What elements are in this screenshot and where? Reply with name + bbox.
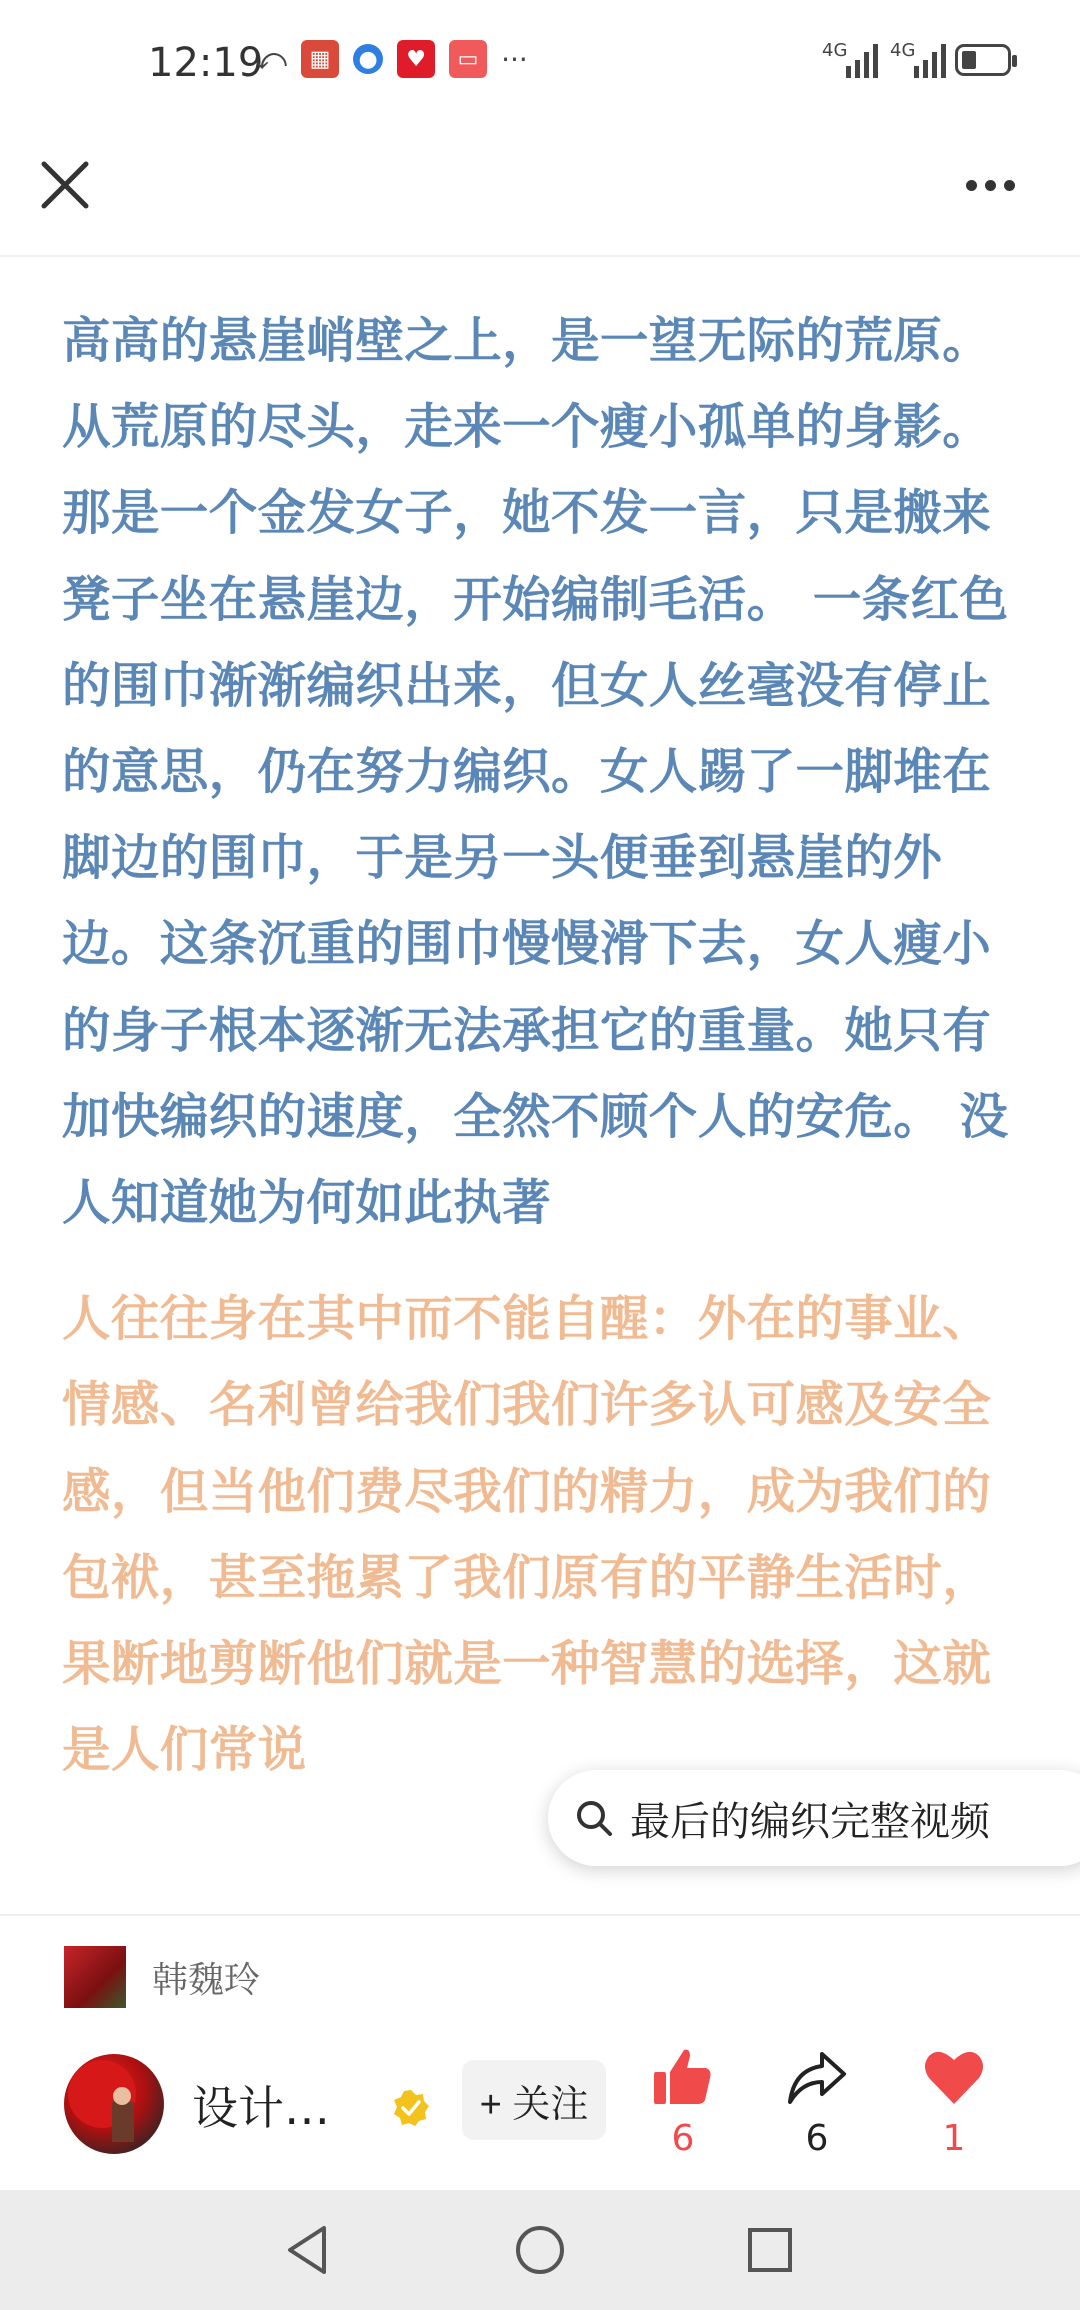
notification-icons [255,40,528,78]
verified-badge-icon [391,2088,431,2128]
back-triangle-icon[interactable] [278,2220,338,2280]
more-horizontal-icon [966,180,977,191]
article-body [62,298,1022,1796]
signal-2-bars-icon [914,44,946,78]
bottom-info [0,1914,1080,2192]
system-nav-bar [0,2190,1080,2310]
collector-thumbnail [64,1946,126,2008]
share-count: 6 [805,2118,829,2159]
thumbs-up-icon [650,2044,716,2110]
browser-notification-icon: ● [353,44,383,74]
follow-button[interactable]: + 关注 [462,2060,606,2140]
status-time: 12:19 [148,40,264,86]
more-options-button[interactable] [950,155,1030,215]
status-bar [0,0,1080,125]
author-name[interactable]: 设计… [192,2081,330,2135]
home-circle-icon[interactable] [510,2220,570,2280]
like-count: 6 [671,2118,695,2159]
search-icon [572,1796,616,1840]
close-button[interactable] [30,150,100,220]
article-paragraph-1: 高高的悬崖峭壁之上，是一望无际的荒原。从荒原的尽头，走来一个瘦小孤单的身影。那是一个金发女子，她不发一言，只是搬来凳子坐在悬崖边，开始编制毛活。 一条红色的围巾渐渐编织出来，但女人丝毫没有停止的意思，仍在努力编织。女人踢了一脚堆在脚边的围巾，于是另一头便垂到悬崖的外边。这条沉重的围巾慢慢滑下去，女人瘦小的身子根本逐渐无法承担它的重量。她只有加快编织的速度，全然不顾个人的安危。 没人知道她为何如此执著 [62,313,1009,1232]
top-bar [0,125,1080,257]
recents-square-icon[interactable] [740,2220,800,2280]
app-notification-icon: ▦ [301,40,339,78]
avatar-image [64,2054,164,2154]
signal-1-bars-icon [846,44,878,78]
favorite-button[interactable] [894,2044,1014,2159]
huawei-notification-icon: ▭ [449,40,487,78]
shopping-notification-icon: ♥ [397,40,435,78]
search-suggestion-text: 最后的编织完整视频 [630,1798,990,1845]
share-button[interactable] [757,2044,877,2159]
battery-icon [955,44,1011,76]
heart-icon [921,2044,987,2110]
collector-row[interactable] [64,1946,260,2008]
close-icon [30,150,100,220]
signal-2-label: 4G [890,40,916,61]
avatar[interactable] [64,2054,164,2154]
article-paragraph-2: 人往往身在其中而不能自醒：外在的事业、情感、名利曾给我们我们许多认可感及安全感，但当他们费尽我们的精力，成为我们的包袱，甚至拖累了我们原有的平静生活时，果断地剪断他们就是一种智慧的选择，这就是人们常说 [62,1291,992,1779]
missed-call-icon: ⤺ [255,41,288,77]
search-suggestion-button[interactable] [548,1770,1080,1866]
signal-1-label: 4G [822,40,848,61]
share-arrow-icon [784,2044,850,2110]
like-button[interactable] [623,2044,743,2159]
favorite-count: 1 [942,2118,966,2159]
author-row [0,2044,1080,2164]
more-notifications-indicator: ··· [501,42,528,76]
collector-name: 韩魏玲 [152,1959,261,2001]
